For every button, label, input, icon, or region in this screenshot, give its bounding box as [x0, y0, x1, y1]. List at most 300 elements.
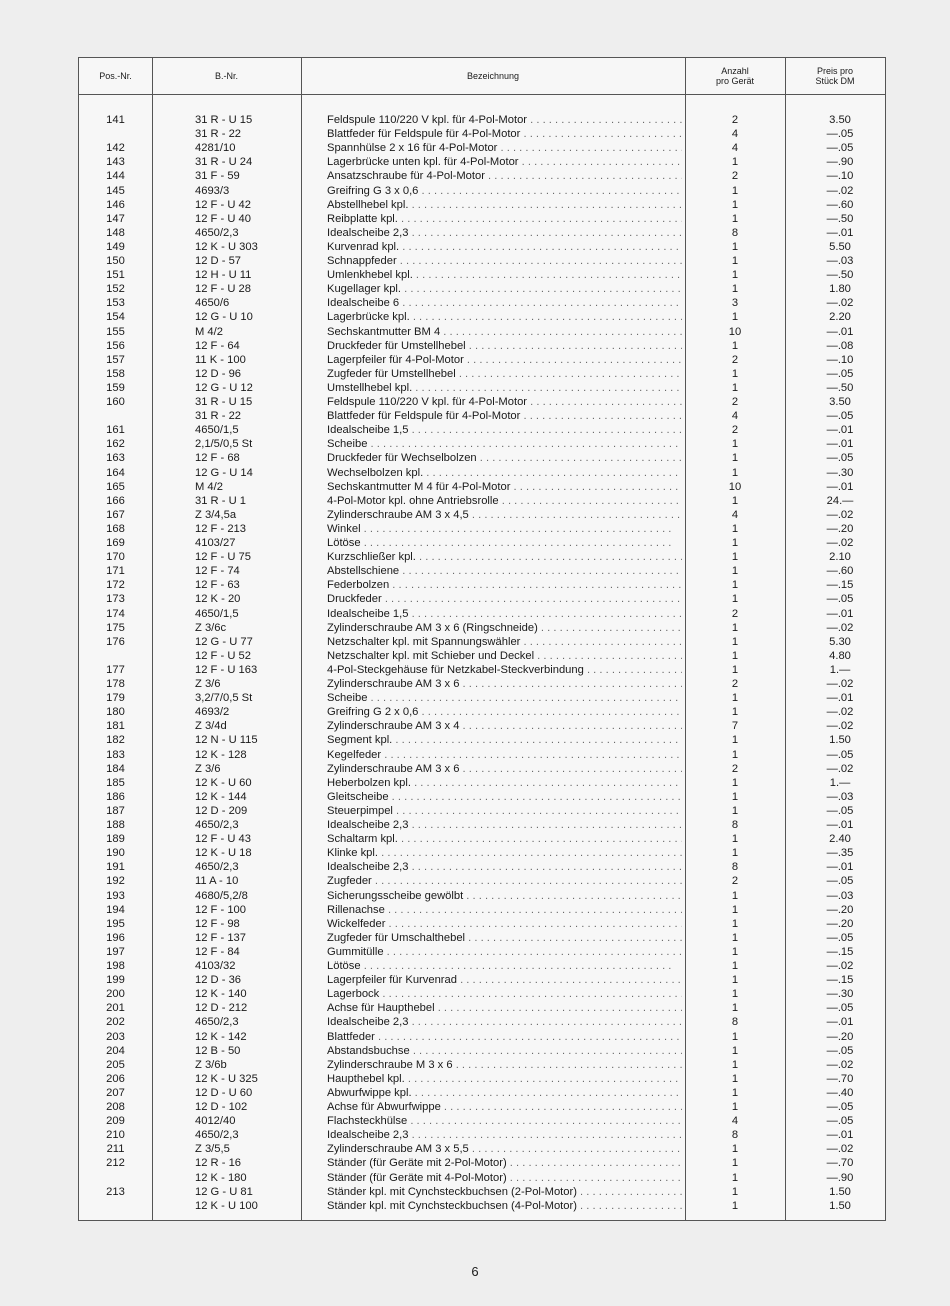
- row-bezeichnung: Achse für Abwurfwippe . . .: [327, 1100, 682, 1114]
- row-pos: 177: [106, 663, 125, 676]
- row-anzahl: 1: [731, 804, 739, 817]
- table-row: [79, 310, 885, 324]
- row-pos: 189: [106, 833, 125, 846]
- row-bnr: 12 R - 16: [195, 1157, 242, 1170]
- table-row: [79, 367, 885, 381]
- row-anzahl: 1: [731, 452, 739, 465]
- row-bezeichnung: Scheibe . . .: [327, 437, 682, 451]
- row-preis: —.90: [826, 1171, 854, 1184]
- row-bezeichnung: Lagerbock . . .: [327, 987, 682, 1001]
- row-bezeichnung: Blattfeder für Feldspule für 4-Pol-Motor . . .: [327, 127, 682, 141]
- table-row: [79, 860, 885, 874]
- row-bezeichnung: Druckfeder für Wechselbolzen . . .: [327, 451, 682, 465]
- row-preis: —.02: [826, 678, 854, 690]
- row-preis: —.02: [826, 762, 854, 775]
- row-anzahl: 1: [731, 974, 739, 987]
- row-bezeichnung: Zylinderschraube AM 3 x 6 . . .: [327, 677, 682, 691]
- row-preis: —.02: [826, 1143, 854, 1156]
- row-preis: —.02: [826, 184, 854, 197]
- row-preis: —.02: [826, 960, 854, 972]
- row-anzahl: 2: [731, 396, 739, 408]
- row-bnr: 12 D - 212: [195, 1002, 248, 1015]
- row-bnr: 4650/1,5: [195, 607, 239, 620]
- row-bnr: 4103/27: [195, 537, 236, 549]
- row-preis: —.01: [826, 226, 854, 239]
- row-preis: —.70: [826, 1157, 854, 1170]
- row-pos: 142: [106, 142, 125, 155]
- row-bnr: Z 3/4,5a: [195, 508, 237, 521]
- row-preis: —.05: [826, 804, 854, 817]
- row-preis: —.01: [826, 424, 854, 437]
- table-row: [79, 649, 885, 663]
- table-row: [79, 564, 885, 578]
- row-anzahl: 2: [731, 607, 739, 620]
- row-pos: 162: [106, 438, 125, 451]
- table-row: [79, 719, 885, 733]
- row-pos: 161: [106, 424, 125, 437]
- row-preis: —.15: [826, 945, 854, 958]
- table-row: [79, 437, 885, 451]
- row-anzahl: 7: [731, 720, 739, 733]
- row-bezeichnung: Idealscheibe 6 . . .: [327, 296, 682, 310]
- row-pos: 155: [106, 325, 125, 338]
- row-pos: 198: [106, 960, 125, 972]
- row-bezeichnung: Kurzschließer kpl. . . .: [327, 550, 682, 564]
- row-preis: 2.10: [829, 551, 851, 564]
- row-pos: 180: [106, 706, 125, 719]
- row-preis: —.05: [826, 931, 854, 944]
- row-anzahl: 1: [731, 1171, 739, 1184]
- row-bezeichnung: Lagerpfeiler für Kurvenrad . . .: [327, 973, 682, 987]
- row-bnr: 12 K - 142: [195, 1030, 247, 1043]
- row-preis: —.50: [826, 381, 854, 394]
- header-anzahl-line1: Anzahl: [721, 66, 749, 76]
- row-preis: —.02: [826, 621, 854, 634]
- row-anzahl: 1: [731, 1157, 739, 1170]
- row-bnr: 12 F - U 52: [195, 649, 251, 662]
- table-row: [79, 494, 885, 508]
- row-preis: 1.—: [829, 776, 851, 789]
- row-anzahl: 1: [731, 537, 739, 549]
- row-pos: 151: [106, 269, 125, 282]
- row-preis: —.20: [826, 522, 854, 535]
- row-anzahl: 1: [731, 255, 739, 267]
- row-bnr: 31 R - 22: [195, 410, 242, 423]
- row-anzahl: 1: [731, 1002, 739, 1015]
- table-row: [79, 762, 885, 776]
- row-pos: 200: [106, 988, 125, 1001]
- table-row: [79, 592, 885, 606]
- row-anzahl: 8: [731, 861, 739, 874]
- row-bnr: 12 K - U 18: [195, 847, 252, 860]
- table-row: [79, 1030, 885, 1044]
- row-bnr: 4693/2: [195, 706, 230, 719]
- table-row: [79, 1185, 885, 1199]
- row-anzahl: 2: [731, 114, 739, 126]
- row-anzahl: 1: [731, 551, 739, 564]
- row-preis: —.20: [826, 1030, 854, 1043]
- row-bnr: 12 F - 84: [195, 945, 240, 958]
- row-bnr: 12 K - U 60: [195, 776, 252, 789]
- table-row: [79, 240, 885, 254]
- row-preis: 1.80: [829, 283, 851, 296]
- row-bezeichnung: Kugellager kpl. . . .: [327, 282, 682, 296]
- header-bnr-label: B.-Nr.: [214, 71, 238, 81]
- row-preis: 2.40: [829, 833, 851, 846]
- header-preis-line2: Stück DM: [815, 76, 855, 86]
- row-pos: 212: [106, 1157, 125, 1170]
- row-bezeichnung: Zugfeder . . .: [327, 874, 682, 888]
- table-row: [79, 804, 885, 818]
- row-anzahl: 1: [731, 565, 739, 578]
- row-anzahl: 1: [731, 931, 739, 944]
- row-bezeichnung: Idealscheibe 1,5 . . .: [327, 423, 682, 437]
- row-anzahl: 1: [731, 917, 739, 930]
- row-preis: —.02: [826, 720, 854, 733]
- row-preis: 2.20: [829, 311, 851, 324]
- row-anzahl: 3: [731, 297, 739, 310]
- table-row: [79, 1100, 885, 1114]
- row-anzahl: 1: [731, 381, 739, 394]
- row-bnr: 12 K - U 325: [195, 1072, 258, 1085]
- row-preis: 1.50: [829, 1199, 851, 1212]
- row-pos: 143: [106, 156, 125, 169]
- row-anzahl: 1: [731, 734, 739, 747]
- table-row: [79, 889, 885, 903]
- row-bnr: 12 F - 64: [195, 339, 240, 352]
- row-pos: 175: [106, 621, 125, 634]
- row-pos: 171: [106, 565, 125, 578]
- table-row: [79, 381, 885, 395]
- row-bnr: 4012/40: [195, 1115, 236, 1128]
- row-bezeichnung: Steuerpimpel . . .: [327, 804, 682, 818]
- header-divider: [79, 94, 885, 95]
- table-row: [79, 1114, 885, 1128]
- row-bnr: 12 G - U 77: [195, 635, 253, 648]
- row-anzahl: 1: [731, 790, 739, 803]
- row-bezeichnung: Lagerpfeiler für 4-Pol-Motor . . .: [327, 353, 682, 367]
- row-anzahl: 1: [731, 466, 739, 479]
- row-pos: 186: [106, 790, 125, 803]
- row-pos: 210: [106, 1129, 125, 1142]
- row-bnr: M 4/2: [195, 325, 223, 338]
- row-pos: 148: [106, 226, 125, 239]
- row-anzahl: 4: [731, 410, 739, 423]
- row-preis: —.01: [826, 692, 854, 705]
- row-preis: —.05: [826, 1115, 854, 1128]
- row-pos: 147: [106, 212, 125, 225]
- table-row: [79, 959, 885, 973]
- row-anzahl: 1: [731, 1072, 739, 1085]
- row-anzahl: 8: [731, 1016, 739, 1029]
- row-bezeichnung: Kegelfeder . . .: [327, 748, 682, 762]
- row-preis: —.20: [826, 903, 854, 916]
- row-pos: 168: [106, 522, 125, 535]
- row-bezeichnung: Zylinderschraube AM 3 x 4 . . .: [327, 719, 682, 733]
- table-row: [79, 127, 885, 141]
- row-preis: —.50: [826, 269, 854, 282]
- table-row: [79, 1171, 885, 1185]
- table-row: [79, 212, 885, 226]
- header-bezeichnung: [301, 58, 685, 94]
- row-preis: —.02: [826, 297, 854, 310]
- table-row: [79, 353, 885, 367]
- row-preis: —.02: [826, 508, 854, 521]
- table-row: [79, 1128, 885, 1142]
- row-bezeichnung: Zylinderschraube AM 3 x 4,5 . . .: [327, 508, 682, 522]
- row-bnr: 31 R - U 1: [195, 494, 246, 507]
- row-pos: 154: [106, 311, 125, 324]
- row-bnr: 12 K - 140: [195, 988, 247, 1001]
- row-bnr: 12 K - 128: [195, 748, 247, 761]
- row-preis: —.30: [826, 466, 854, 479]
- header-preis-line1: Preis pro: [816, 66, 853, 76]
- row-anzahl: 1: [731, 1199, 739, 1212]
- header-anzahl: [685, 58, 785, 94]
- row-pos: 211: [106, 1143, 125, 1156]
- row-bezeichnung: Schaltarm kpl. . . .: [327, 832, 682, 846]
- row-bnr: Z 3/4d: [195, 720, 227, 733]
- row-bezeichnung: Abstellschiene . . .: [327, 564, 682, 578]
- row-preis: —.05: [826, 1002, 854, 1015]
- table-row: [79, 268, 885, 282]
- row-preis: 1.—: [829, 663, 851, 676]
- row-preis: 5.50: [829, 240, 851, 253]
- row-preis: —.03: [826, 255, 854, 267]
- row-bezeichnung: Wechselbolzen kpl. . . .: [327, 466, 682, 480]
- table-row: [79, 1086, 885, 1100]
- row-pos: 181: [106, 720, 125, 733]
- row-anzahl: 1: [731, 283, 739, 296]
- row-pos: 153: [106, 297, 125, 310]
- row-bnr: 4103/32: [195, 960, 236, 972]
- row-anzahl: 1: [731, 156, 739, 169]
- table-row: [79, 423, 885, 437]
- table-row: [79, 903, 885, 917]
- table-row: [79, 480, 885, 494]
- row-bezeichnung: Zugfeder für Umstellhebel . . .: [327, 367, 682, 381]
- row-bnr: 12 F - U 28: [195, 283, 251, 296]
- table-row: [79, 705, 885, 719]
- table-row: [79, 113, 885, 127]
- row-bezeichnung: Idealscheibe 2,3 . . .: [327, 1015, 682, 1029]
- row-bezeichnung: Idealscheibe 2,3 . . .: [327, 818, 682, 832]
- row-bnr: 12 F - 213: [195, 522, 246, 535]
- row-pos: 158: [106, 367, 125, 380]
- table-row: [79, 733, 885, 747]
- row-bnr: 12 G - U 10: [195, 311, 253, 324]
- row-pos: 150: [106, 255, 125, 267]
- row-anzahl: 8: [731, 226, 739, 239]
- row-preis: —.01: [826, 861, 854, 874]
- row-anzahl: 4: [731, 1115, 739, 1128]
- row-preis: 24.—: [826, 494, 854, 507]
- row-pos: 178: [106, 678, 125, 690]
- row-pos: 199: [106, 974, 125, 987]
- row-bezeichnung: Idealscheibe 2,3 . . .: [327, 860, 682, 874]
- row-bnr: 12 B - 50: [195, 1044, 241, 1057]
- row-pos: 191: [106, 861, 125, 874]
- row-pos: 159: [106, 381, 125, 394]
- row-bnr: 4650/2,3: [195, 861, 239, 874]
- table-row: [79, 1199, 885, 1213]
- row-preis: —.05: [826, 367, 854, 380]
- row-bezeichnung: Blattfeder . . .: [327, 1030, 682, 1044]
- row-pos: 176: [106, 635, 125, 648]
- row-bezeichnung: Idealscheibe 2,3 . . .: [327, 226, 682, 240]
- row-pos: 149: [106, 240, 125, 253]
- row-preis: —.10: [826, 170, 854, 183]
- row-bnr: 12 D - 36: [195, 974, 242, 987]
- row-bnr: 4693/3: [195, 184, 230, 197]
- row-anzahl: 1: [731, 1044, 739, 1057]
- row-anzahl: 1: [731, 945, 739, 958]
- table-row: [79, 578, 885, 592]
- row-anzahl: 1: [731, 269, 739, 282]
- row-bezeichnung: Abstellhebel kpl. . . .: [327, 198, 682, 212]
- row-bezeichnung: Idealscheibe 1,5 . . .: [327, 607, 682, 621]
- row-bnr: 12 N - U 115: [195, 734, 258, 747]
- row-anzahl: 1: [731, 833, 739, 846]
- row-bezeichnung: Abwurfwippe kpl. . . .: [327, 1086, 682, 1100]
- row-bnr: 12 D - 209: [195, 804, 248, 817]
- row-bezeichnung: Gleitscheibe . . .: [327, 790, 682, 804]
- row-anzahl: 1: [731, 367, 739, 380]
- table-row: [79, 1072, 885, 1086]
- row-bnr: 12 F - 137: [195, 931, 246, 944]
- row-pos: 207: [106, 1086, 125, 1099]
- row-pos: 195: [106, 917, 125, 930]
- table-row: [79, 691, 885, 705]
- row-bezeichnung: Ständer (für Geräte mit 2-Pol-Motor) . . .: [327, 1156, 682, 1170]
- row-bezeichnung: Feldspule 110/220 V kpl. für 4-Pol-Motor . . .: [327, 113, 682, 127]
- row-preis: —.01: [826, 480, 854, 493]
- header-bez-label: Bezeichnung: [466, 71, 520, 81]
- row-bezeichnung: Gummitülle . . .: [327, 945, 682, 959]
- table-row: [79, 226, 885, 240]
- row-anzahl: 4: [731, 142, 739, 155]
- row-pos: 194: [106, 903, 125, 916]
- row-anzahl: 10: [728, 325, 742, 338]
- table-row: [79, 748, 885, 762]
- row-bnr: 12 F - 98: [195, 917, 240, 930]
- table-row: [79, 1142, 885, 1156]
- row-anzahl: 10: [728, 480, 742, 493]
- row-preis: —.15: [826, 974, 854, 987]
- row-bezeichnung: Zylinderschraube AM 3 x 6 . . .: [327, 762, 682, 776]
- row-bezeichnung: Lötöse . . .: [327, 536, 682, 550]
- row-preis: —.20: [826, 917, 854, 930]
- row-anzahl: 4: [731, 508, 739, 521]
- row-anzahl: 8: [731, 819, 739, 831]
- row-preis: —.60: [826, 565, 854, 578]
- row-anzahl: 1: [731, 692, 739, 705]
- row-bezeichnung: Umlenkhebel kpl. . . .: [327, 268, 682, 282]
- table-row: [79, 790, 885, 804]
- row-pos: 146: [106, 198, 125, 211]
- row-anzahl: 1: [731, 663, 739, 676]
- table-row: [79, 917, 885, 931]
- row-preis: —.08: [826, 339, 854, 352]
- row-preis: 4.80: [829, 649, 851, 662]
- row-anzahl: 1: [731, 1185, 739, 1198]
- row-bezeichnung: Lagerbrücke unten kpl. für 4-Pol-Motor . . .: [327, 155, 682, 169]
- table-row: [79, 198, 885, 212]
- row-pos: 169: [106, 537, 125, 549]
- row-bezeichnung: Reibplatte kpl. . . .: [327, 212, 682, 226]
- row-pos: 145: [106, 184, 125, 197]
- table-row: [79, 1001, 885, 1015]
- row-bezeichnung: Sechskantmutter M 4 für 4-Pol-Motor . . .: [327, 480, 682, 494]
- table-row: [79, 945, 885, 959]
- row-bezeichnung: Zylinderschraube AM 3 x 6 (Ringschneide) . . .: [327, 621, 682, 635]
- table-row: [79, 451, 885, 465]
- row-anzahl: 1: [731, 198, 739, 211]
- row-bezeichnung: Druckfeder . . .: [327, 592, 682, 606]
- row-bezeichnung: Rillenachse . . .: [327, 903, 682, 917]
- table-row: [79, 339, 885, 353]
- header-bnr: [152, 58, 301, 94]
- row-bezeichnung: Netzschalter kpl. mit Spannungswähler . . .: [327, 635, 682, 649]
- row-anzahl: 1: [731, 847, 739, 860]
- row-bnr: 4650/1,5: [195, 424, 239, 437]
- row-preis: —.70: [826, 1072, 854, 1085]
- row-bnr: 12 F - U 42: [195, 198, 251, 211]
- table-row: [79, 296, 885, 310]
- row-bezeichnung: Greifring G 3 x 0,6 . . .: [327, 184, 682, 198]
- row-bezeichnung: Kurvenrad kpl. . . .: [327, 240, 682, 254]
- row-bnr: Z 3/6: [195, 678, 221, 690]
- table-row: [79, 663, 885, 677]
- row-bezeichnung: 4-Pol-Steckgehäuse für Netzkabel-Steckverbindung . . .: [327, 663, 682, 677]
- table-row: [79, 987, 885, 1001]
- row-anzahl: 1: [731, 889, 739, 902]
- row-preis: —.02: [826, 706, 854, 719]
- table-row: [79, 1156, 885, 1170]
- row-pos: 141: [106, 114, 125, 126]
- header-pos-label: Pos.-Nr.: [99, 71, 132, 81]
- row-pos: 166: [106, 494, 125, 507]
- parts-table: [78, 57, 886, 1221]
- row-bezeichnung: Winkel . . .: [327, 522, 682, 536]
- row-preis: —.05: [826, 142, 854, 155]
- row-bnr: 12 F - U 75: [195, 551, 251, 564]
- table-row: [79, 522, 885, 536]
- row-bnr: 11 A - 10: [195, 875, 239, 888]
- table-row: [79, 395, 885, 409]
- row-pos: 190: [106, 847, 125, 860]
- row-preis: —.02: [826, 537, 854, 549]
- row-bnr: 12 F - 74: [195, 565, 240, 578]
- row-anzahl: 1: [731, 776, 739, 789]
- row-anzahl: 8: [731, 1129, 739, 1142]
- row-bnr: 2,1/5/0,5 St: [195, 438, 253, 451]
- row-bezeichnung: Druckfeder für Umstellhebel . . .: [327, 339, 682, 353]
- row-anzahl: 2: [731, 762, 739, 775]
- row-pos: 152: [106, 283, 125, 296]
- row-pos: 188: [106, 819, 125, 831]
- row-bezeichnung: Federbolzen . . .: [327, 578, 682, 592]
- row-pos: 164: [106, 466, 125, 479]
- row-bezeichnung: Sicherungsscheibe gewölbt . . .: [327, 889, 682, 903]
- row-bnr: Z 3/6c: [195, 621, 227, 634]
- row-anzahl: 1: [731, 438, 739, 451]
- row-bezeichnung: Scheibe . . .: [327, 691, 682, 705]
- row-bnr: 12 D - U 60: [195, 1086, 253, 1099]
- row-preis: 5.30: [829, 635, 851, 648]
- row-preis: —.50: [826, 212, 854, 225]
- table-row: [79, 931, 885, 945]
